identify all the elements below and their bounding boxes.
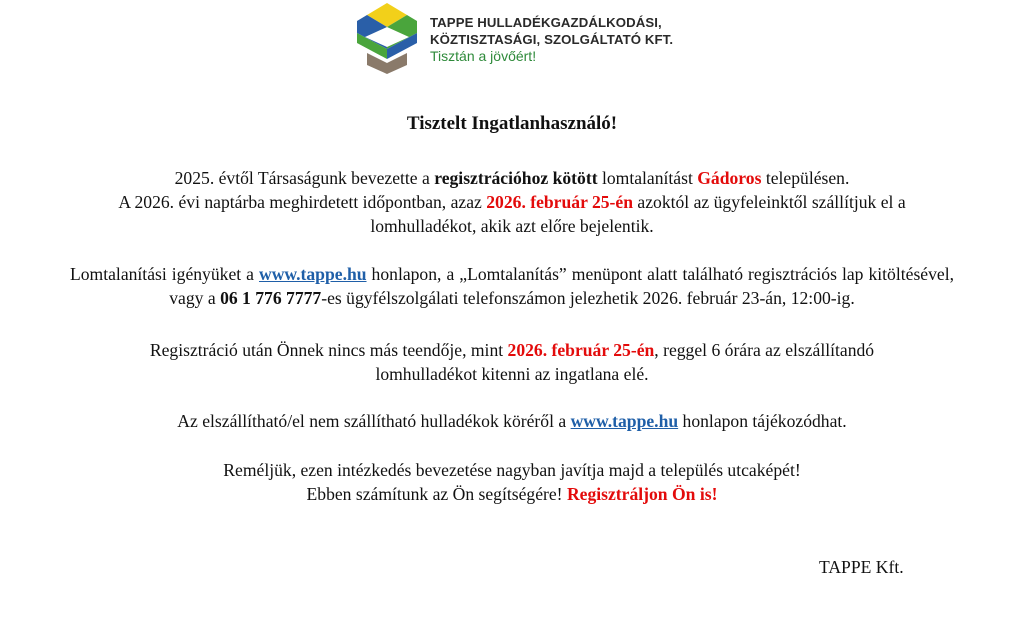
- p2-text-1: Lomtalanítási igényüket a: [70, 264, 259, 284]
- p5-text-1: Reméljük, ezen intézkedés bevezetése nagyban javítja majd a település utcaképét!: [223, 460, 801, 480]
- paragraph-waste-types: [70, 409, 954, 433]
- paragraph-registration-info: [70, 262, 954, 310]
- p2-text-3: kitöltésével, vagy a: [169, 264, 954, 308]
- p5-text-2: Ebben számítunk az Ön segítségére!: [306, 484, 567, 504]
- company-name-block: [430, 14, 673, 65]
- company-name-line2: KÖZTISZTASÁGI, SZOLGÁLTATÓ KFT.: [430, 32, 674, 47]
- p1-text-4: A 2026. évi naptárba meghirdetett időpontban, azaz: [118, 192, 487, 212]
- p3-collection-date: 2026. február 25-én: [507, 340, 655, 360]
- tappe-logo-icon: [355, 1, 419, 75]
- p5-call-to-action: Regisztráljon Ön is!: [566, 484, 718, 504]
- website-link-2[interactable]: www.tappe.hu: [570, 411, 679, 431]
- paragraph-after-registration: [70, 338, 954, 386]
- p1-emphasis-registration: regisztrációhoz kötött: [434, 168, 598, 188]
- p1-text-2: lomtalanítást: [597, 168, 698, 188]
- signature: TAPPE Kft.: [819, 557, 904, 577]
- website-link[interactable]: www.tappe.hu: [258, 264, 367, 284]
- p1-text-6: lomhulladékot, akik azt előre bejelentik.: [370, 216, 654, 236]
- p4-text-2: honlapon tájékozódhat.: [678, 411, 847, 431]
- p1-settlement-name: Gádoros: [697, 168, 762, 188]
- p1-collection-date: 2026. február 25-én: [486, 192, 634, 212]
- company-name-line1: TAPPE HULLADÉKGAZDÁLKODÁSI,: [430, 15, 662, 30]
- phone-number: 06 1 776 7777: [220, 288, 322, 308]
- p1-text-5: azoktól az ügyfeleinktől szállítjuk el a: [633, 192, 906, 212]
- p3-text-2: , reggel 6 órára az elszállítandó: [654, 340, 875, 360]
- p2-text-2: honlapon, a „Lomtalanítás” menüpont alatt található regisztrációs lap: [366, 264, 864, 284]
- company-slogan: Tisztán a jövőért!: [430, 48, 537, 64]
- p1-text-1: 2025. évtől Társaságunk bevezette a: [174, 168, 435, 188]
- letter-greeting: Tisztelt Ingatlanhasználó!: [406, 113, 618, 134]
- header: [355, 0, 685, 75]
- paragraph-closing: [70, 458, 954, 506]
- paragraph-intro: [70, 166, 954, 238]
- p4-text-1: Az elszállítható/el nem szállítható hulladékok köréről a: [177, 411, 571, 431]
- p2-text-4: -es ügyfélszolgálati telefonszámon jelezhetik 2026. február 23-án, 12:00-ig.: [321, 288, 855, 308]
- p1-text-3: településen.: [761, 168, 850, 188]
- p3-text-1: Regisztráció után Önnek nincs más teendője, mint: [149, 340, 508, 360]
- p3-text-3: lomhulladékot kitenni az ingatlana elé.: [375, 364, 649, 384]
